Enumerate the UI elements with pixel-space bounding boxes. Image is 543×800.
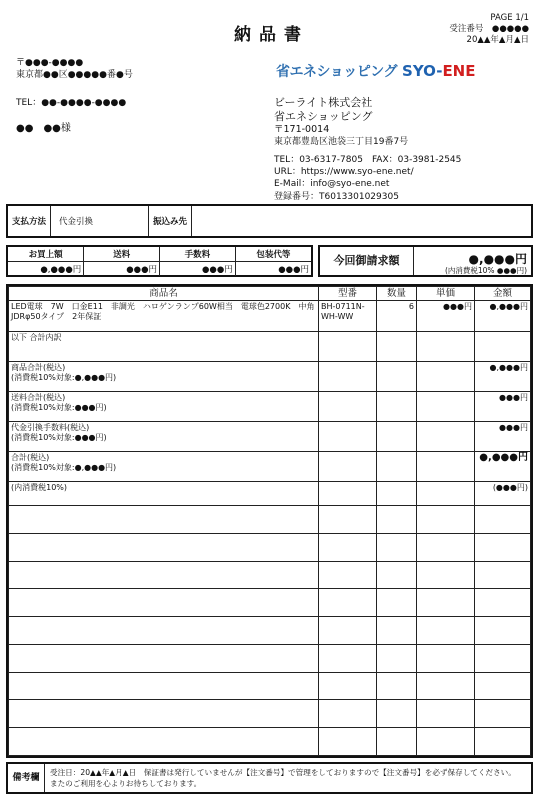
page-info xyxy=(449,13,529,46)
shipping-label: 送料 xyxy=(84,247,160,262)
col-product-name: 商品名 xyxy=(9,287,319,301)
shop-logo xyxy=(276,61,512,83)
shop-address: 東京都豊島区池袋三丁目19番7号 xyxy=(274,137,409,147)
shipping-total-tax: (消費税10%対象:●●●円) xyxy=(11,403,107,412)
summary-box xyxy=(6,245,313,277)
customer-postal: 〒●●●-●●●● xyxy=(16,58,84,68)
shop-name-block xyxy=(274,96,408,148)
logo-english-b: ENE xyxy=(442,62,476,80)
shop-tel-fax: TEL：03-6317-7805 FAX：03-3981-2545 xyxy=(274,155,462,165)
shop-registration: 登録番号：T6013301029305 xyxy=(274,191,399,202)
col-quantity: 数量 xyxy=(377,287,417,301)
payment-method-label: 支払方法 xyxy=(8,206,51,236)
table-row xyxy=(9,728,531,756)
tax-included-label: (内消費税10%) xyxy=(9,482,319,506)
packaging-value: ●●●円 xyxy=(278,265,309,275)
invoice-label: 今回御請求額 xyxy=(320,247,414,275)
customer-tel: TEL：●●-●●●●-●●●● xyxy=(16,98,127,108)
table-row xyxy=(9,482,531,506)
col-unit-price: 単価 xyxy=(417,287,475,301)
fee-label: 手数料 xyxy=(160,247,236,262)
table-row xyxy=(9,644,531,672)
shop-contact-block xyxy=(274,154,461,203)
shop-name: 省エネショッピング xyxy=(274,110,373,123)
invoice-tax: (内消費税10% ●●●円) xyxy=(444,266,527,275)
fee-value: ●●●円 xyxy=(160,262,236,277)
item-unit-price: ●●●円 xyxy=(417,301,475,332)
table-row xyxy=(9,533,531,561)
cod-total-tax: (消費税10%対象:●●●円) xyxy=(11,433,107,442)
grand-total-cell xyxy=(9,452,319,482)
issue-date: 20▲▲年▲月▲日 xyxy=(466,35,529,45)
product-total-tax: (消費税10%対象:●,●●●円) xyxy=(11,373,117,382)
purchase-amount-value: ●,●●●円 xyxy=(8,262,84,277)
grand-total-amount: ●,●●●円 xyxy=(475,452,531,482)
product-total-amount: ●,●●●円 xyxy=(475,362,531,392)
shop-postal: 〒171-0014 xyxy=(274,124,330,135)
purchase-amount-label: お買上額 xyxy=(8,247,84,262)
col-amount: 金額 xyxy=(475,287,531,301)
remarks-label: 備考欄 xyxy=(8,764,45,792)
table-row xyxy=(9,422,531,452)
product-total-label: 商品合計(税込) xyxy=(11,363,66,372)
product-total-cell xyxy=(9,362,319,392)
tax-included-amount: (●●●円) xyxy=(475,482,531,506)
invoice-box xyxy=(318,245,533,277)
table-row xyxy=(9,617,531,645)
shop-url: URL：https://www.syo-ene.net/ xyxy=(274,167,414,178)
cod-total-cell xyxy=(9,422,319,452)
order-number: ●●●●● xyxy=(491,24,529,34)
customer-address: 東京都●●区●●●●●番●号 xyxy=(16,70,133,80)
grand-total-label: 合計(税込) xyxy=(11,453,50,462)
breakdown-label: 以下 合計内訳 xyxy=(9,332,319,362)
packaging-label: 包装代等 xyxy=(235,247,311,262)
shipping-total-amount: ●●●円 xyxy=(475,392,531,422)
payment-method-value: 代金引換 xyxy=(51,206,149,236)
table-row xyxy=(9,301,531,332)
shop-email: E-Mail：info@syo-ene.net xyxy=(274,179,390,190)
remarks-text xyxy=(50,767,516,789)
table-row xyxy=(9,332,531,362)
payment-box xyxy=(6,204,533,238)
company-name: ビーライト株式会社 xyxy=(274,96,373,109)
cod-total-label: 代金引換手数料(税込) xyxy=(11,423,90,432)
table-row xyxy=(9,392,531,422)
shipping-value: ●●●円 xyxy=(84,262,160,277)
table-row xyxy=(9,561,531,589)
table-row xyxy=(9,506,531,534)
logo-english-a: SYO- xyxy=(402,62,443,80)
col-model: 型番 xyxy=(319,287,377,301)
logo-japanese: 省エネショッピング xyxy=(276,64,397,80)
grand-total-tax: (消費税10%対象:●,●●●円) xyxy=(11,463,117,472)
document-title: 納品書 xyxy=(234,25,309,45)
shipping-total-label: 送料合計(税込) xyxy=(11,393,66,402)
invoice-amount: ●,●●●円 xyxy=(468,252,527,266)
table-row xyxy=(9,700,531,728)
transfer-value xyxy=(192,206,532,236)
table-row xyxy=(9,672,531,700)
table-row xyxy=(9,362,531,392)
remarks-box xyxy=(6,762,533,794)
logo-english xyxy=(402,62,475,80)
order-number-row xyxy=(449,24,529,35)
cod-total-amount: ●●●円 xyxy=(475,422,531,452)
remarks-line-1: 受注日：20▲▲年▲月▲日 保証書は発行していませんが【注文番号】で管理をしておりますので【注文番号】を必ず保存してください。 xyxy=(50,768,516,777)
order-number-label: 受注番号 xyxy=(449,24,484,34)
page-number: PAGE 1/1 xyxy=(490,13,529,23)
item-name: LED電球 7W 口金E11 非調光 ハロゲンランプ60W相当 電球色2700K 中角 JDRφ50タイプ 2年保証 xyxy=(9,301,319,332)
item-amount: ●,●●●円 xyxy=(475,301,531,332)
shipping-total-cell xyxy=(9,392,319,422)
items-table xyxy=(6,284,533,758)
table-row xyxy=(9,589,531,617)
remarks-line-2: またのご利用を心よりお待ちしております。 xyxy=(50,779,202,788)
customer-name: ●● ●●様 xyxy=(16,123,71,134)
table-row xyxy=(9,452,531,482)
transfer-label: 振込み先 xyxy=(149,206,192,236)
item-quantity: 6 xyxy=(377,301,417,332)
item-model: BH-0711N-WH-WW xyxy=(319,301,377,332)
